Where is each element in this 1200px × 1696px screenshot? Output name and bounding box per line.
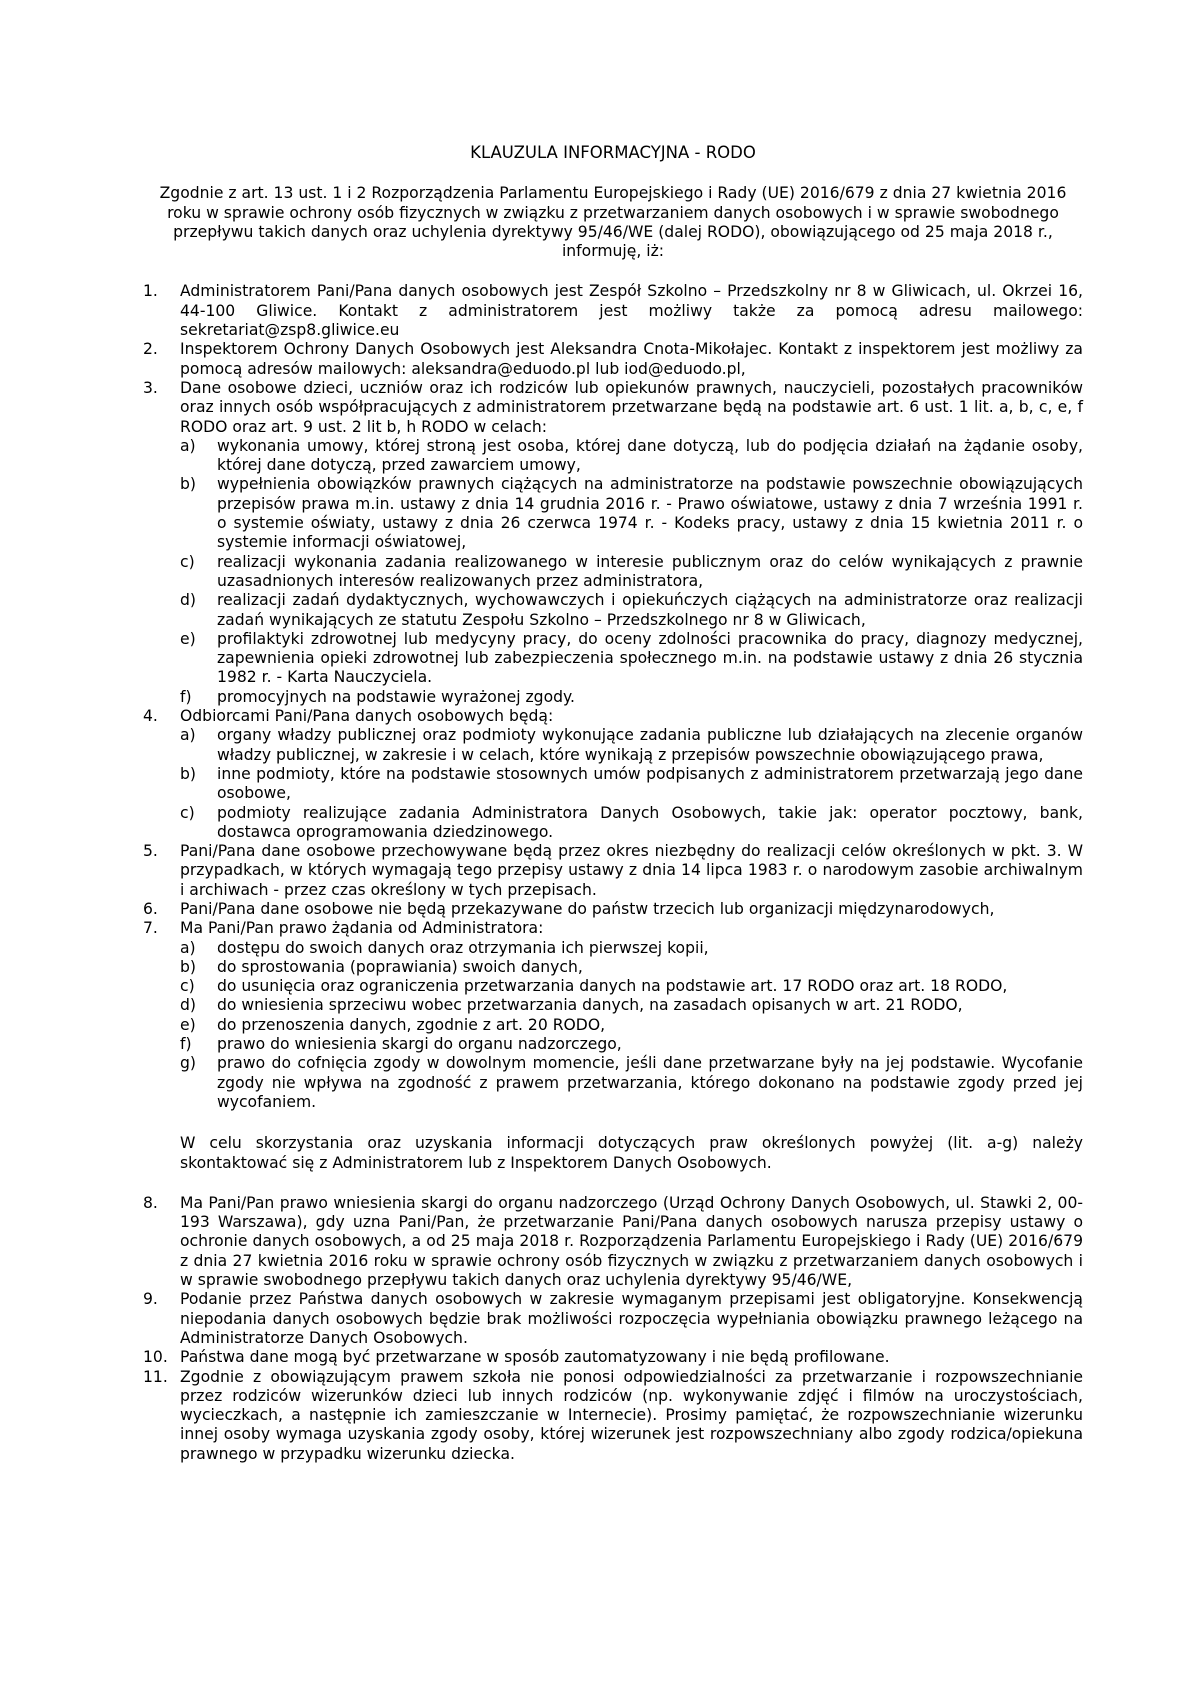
sub-item-letter: e) [180, 629, 196, 648]
item-number: 6. [143, 899, 158, 918]
item-text: Podanie przez Państwa danych osobowych w zakresie wymaganym przepisami jest obligatoryjne. Konsekwencją niepodania danych osobowych będzie brak możliwości rozpoczęcia wypełniania obowiązku prawnego leżącego na Administratorze Danych Osobowych. [180, 1290, 1083, 1347]
item-text: Ma Pani/Pan prawo wniesienia skargi do organu nadzorczego (Urząd Ochrony Danych Osobowych, ul. Stawki 2, 00-193 Warszawa), gdy uzna Pani/Pan, że przetwarzanie Pani/Pana danych osobowych narusza przepisy ustawy o ochronie danych osobowych, a od 25 maja 2018 r. Rozporządzenia Parlamentu Europejskiego i Rady (UE) 2016/679 z dnia 27 kwietnia 2016 roku w sprawie ochrony osób fizycznych w związku z przetwarzaniem danych osobowych i w sprawie swobodnego przepływu takich danych oraz uchylenia dyrektywy 95/46/WE, [180, 1193, 1083, 1290]
sub-item-letter: b) [180, 764, 196, 783]
sub-item-text: wypełnienia obowiązków prawnych ciążących na administratorze na podstawie powszechnie obowiązujących przepisów prawa m.in. ustawy z dnia 14 grudnia 2016 r. - Prawo oświatowe, ustawy z dnia 7 września 1991 r. o systemie oświaty, ustawy z dnia 26 czerwca 1974 r. - Kodeks pracy, ustawy z dnia 15 kwietnia 2011 r. o systemie informacji oświatowej, [217, 475, 1083, 552]
sub-item-letter: a) [180, 726, 196, 745]
sub-item-letter: d) [180, 996, 196, 1015]
sub-item-text: profilaktyki zdrowotnej lub medycyny pracy, do oceny zdolności pracownika do pracy, diagnozy medycznej, zapewnienia opieki zdrowotnej lub zabezpieczenia społecznego m.in. na podstawie ustawy z dnia 26 stycznia 1982 r. - Karta Nauczyciela. [217, 629, 1083, 687]
list-item [143, 1368, 1083, 1464]
sub-item-letter: a) [180, 436, 196, 455]
sub-list-item [180, 475, 1083, 552]
list-item [143, 1348, 1083, 1367]
sub-item-text: wykonania umowy, której stroną jest osoba, której dane dotyczą, lub do podjęcia działań na żądanie osoby, której dane dotyczą, przed zawarciem umowy, [217, 436, 1083, 475]
list-item [143, 919, 1083, 1112]
sub-item-letter: f) [180, 687, 192, 706]
sub-list-item [180, 1016, 1083, 1035]
list-item [143, 282, 1083, 340]
item-text: Odbiorcami Pani/Pana danych osobowych będą: [180, 707, 554, 726]
sub-item-letter: c) [180, 803, 195, 822]
sub-list-item [180, 553, 1083, 592]
item-number: 1. [143, 282, 158, 301]
item-number: 4. [143, 707, 158, 726]
sub-item-letter: g) [180, 1054, 196, 1073]
item-number: 9. [143, 1290, 158, 1309]
sub-list-item [180, 591, 1083, 630]
item-text: Ma Pani/Pan prawo żądania od Administratora: [180, 919, 544, 938]
clause-list-continued [143, 1194, 1083, 1464]
sub-list-item [180, 765, 1083, 804]
item-text: Państwa dane mogą być przetwarzane w sposób zautomatyzowany i nie będą profilowane. [180, 1348, 890, 1367]
item-text: Inspektorem Ochrony Danych Osobowych jest Aleksandra Cnota-Mikołajec. Kontakt z inspektorem jest możliwy za pomocą adresów mailowych: aleksandra@eduodo.pl lub iod@eduodo.pl, [180, 340, 1083, 378]
sub-item-text: do wniesienia sprzeciwu wobec przetwarzania danych, na zasadach opisanych w art. 21 RODO, [217, 996, 963, 1015]
sub-item-letter: e) [180, 1015, 196, 1034]
list-item [143, 900, 1083, 919]
item-number: 11. [143, 1367, 168, 1386]
sub-item-letter: b) [180, 475, 196, 494]
sub-item-text: realizacji wykonania zadania realizowanego w interesie publicznym oraz do celów wynikających z prawnie uzasadnionych interesów realizowanych przez administratora, [217, 552, 1083, 590]
list-item [143, 842, 1083, 900]
sub-list-item [180, 630, 1083, 688]
sub-list-item [180, 1035, 1083, 1054]
sub-list [180, 939, 1083, 1113]
sub-item-text: podmioty realizujące zadania Administratora Danych Osobowych, takie jak: operator pocztowy, bank, dostawca oprogramowania dziedzinowego. [217, 803, 1083, 841]
sub-list-item [180, 996, 1083, 1015]
intro-paragraph: Zgodnie z art. 13 ust. 1 i 2 Rozporządzenia Parlamentu Europejskiego i Rady (UE) 2016/679 z dnia 27 kwietnia 2016 roku w sprawie ochrony osób fizycznych w związku z przetwarzaniem danych osobowych i w sprawie swobodnego przepływu takich danych oraz uchylenia dyrektywy 95/46/WE (dalej RODO), obowiązującego od 25 maja 2018 r., informuję, iż: [159, 184, 1067, 261]
item-text: Zgodnie z obowiązującym prawem szkoła nie ponosi odpowiedzialności za przetwarzanie i rozpowszechnianie przez rodziców wizerunków dzieci lub innych rodziców (np. wykonywanie zdjęć i filmów na uroczystościach, wycieczkach, a następnie ich zamieszczanie w Internecie). Prosimy pamiętać, że rozpowszechnianie wizerunku innej osoby wymaga uzyskania zgody osoby, której wizerunek jest rozpowszechniany albo zgody rodzica/opiekuna prawnego w przypadku wizerunku dziecka. [180, 1367, 1083, 1463]
item-number: 2. [143, 340, 158, 359]
sub-list-item [180, 977, 1083, 996]
item-text: Pani/Pana dane osobowe przechowywane będą przez okres niezbędny do realizacji celów określonych w pkt. 3. W przypadkach, w których wymagają tego przepisy ustawy z dnia 14 lipca 1983 r. o narodowym zasobie archiwalnym i archiwach - przez czas określony w tych przepisach. [180, 842, 1083, 899]
sub-item-text: organy władzy publicznej oraz podmioty wykonujące zadania publiczne lub działających na zlecenie organów władzy publicznej, w zakresie i w celach, które wynikają z przepisów powszechnie obowiązującego prawa, [217, 726, 1083, 764]
item-number: 7. [143, 919, 158, 938]
sub-item-text: promocyjnych na podstawie wyrażonej zgody. [217, 687, 575, 706]
sub-item-text: prawo do cofnięcia zgody w dowolnym momencie, jeśli dane przetwarzane były na jej podstawie. Wycofanie zgody nie wpływa na zgodność z prawem przetwarzania, którego dokonano na podstawie zgody przed jej wycofaniem. [217, 1054, 1083, 1111]
item-number: 8. [143, 1193, 158, 1212]
sub-list-item [180, 437, 1083, 476]
document-title: KLAUZULA INFORMACYJNA - RODO [470, 143, 756, 162]
sub-item-letter: f) [180, 1035, 192, 1054]
list-item [143, 1194, 1083, 1290]
sub-list-item [180, 958, 1083, 977]
sub-item-letter: b) [180, 957, 196, 976]
sub-item-text: inne podmioty, które na podstawie stosownych umów podpisanych z administratorem przetwarzają jego dane osobowe, [217, 764, 1083, 803]
sub-list-item [180, 804, 1083, 843]
list-item [143, 707, 1083, 842]
item-text: Pani/Pana dane osobowe nie będą przekazywane do państw trzecich lub organizacji międzynarodowych, [180, 899, 995, 918]
list-item [143, 340, 1083, 379]
sub-item-text: do usunięcia oraz ograniczenia przetwarzania danych na podstawie art. 17 RODO oraz art. 18 RODO, [217, 977, 1008, 996]
sub-item-letter: a) [180, 938, 196, 957]
contact-note: W celu skorzystania oraz uzyskania informacji dotyczących praw określonych powyżej (lit. a-g) należy skontaktować się z Administratorem lub z Inspektorem Danych Osobowych. [180, 1134, 1083, 1172]
item-text: Dane osobowe dzieci, uczniów oraz ich rodziców lub opiekunów prawnych, nauczycieli, pozostałych pracowników oraz innych osób współpracujących z administratorem przetwarzane będą na podstawie art. 6 ust. 1 lit. a, b, c, e, f RODO oraz art. 9 ust. 2 lit b, h RODO w celach: [180, 378, 1083, 436]
list-item [143, 1290, 1083, 1348]
sub-list-item [180, 939, 1083, 958]
sub-item-text: dostępu do swoich danych oraz otrzymania ich pierwszej kopii, [217, 938, 709, 957]
sub-list-item [180, 726, 1083, 765]
sub-item-text: do sprostowania (poprawiania) swoich danych, [217, 957, 583, 976]
item-number: 3. [143, 378, 158, 397]
clause-list [143, 282, 1083, 1112]
sub-item-text: prawo do wniesienia skargi do organu nadzorczego, [217, 1035, 622, 1054]
sub-list-item [180, 688, 1083, 707]
sub-list [180, 726, 1083, 842]
sub-item-letter: c) [180, 552, 195, 571]
sub-item-text: realizacji zadań dydaktycznych, wychowawczych i opiekuńczych ciążących na administratorze oraz realizacji zadań wynikających ze statutu Zespołu Szkolno – Przedszkolnego nr 8 w Gliwicach, [217, 591, 1083, 629]
item-text: Administratorem Pani/Pana danych osobowych jest Zespół Szkolno – Przedszkolny nr 8 w Gliwicach, ul. Okrzei 16, 44-100 Gliwice. Kontakt z administratorem jest możliwy także za pomocą adresu mailowego: sekretariat@zsp8.gliwice.eu [180, 282, 1083, 340]
item-number: 5. [143, 842, 158, 861]
sub-item-text: do przenoszenia danych, zgodnie z art. 20 RODO, [217, 1015, 606, 1034]
item-number: 10. [143, 1348, 168, 1367]
sub-list-item [180, 1054, 1083, 1112]
list-item [143, 379, 1083, 707]
sub-item-letter: c) [180, 977, 195, 996]
sub-item-letter: d) [180, 591, 196, 610]
sub-list [180, 437, 1083, 707]
